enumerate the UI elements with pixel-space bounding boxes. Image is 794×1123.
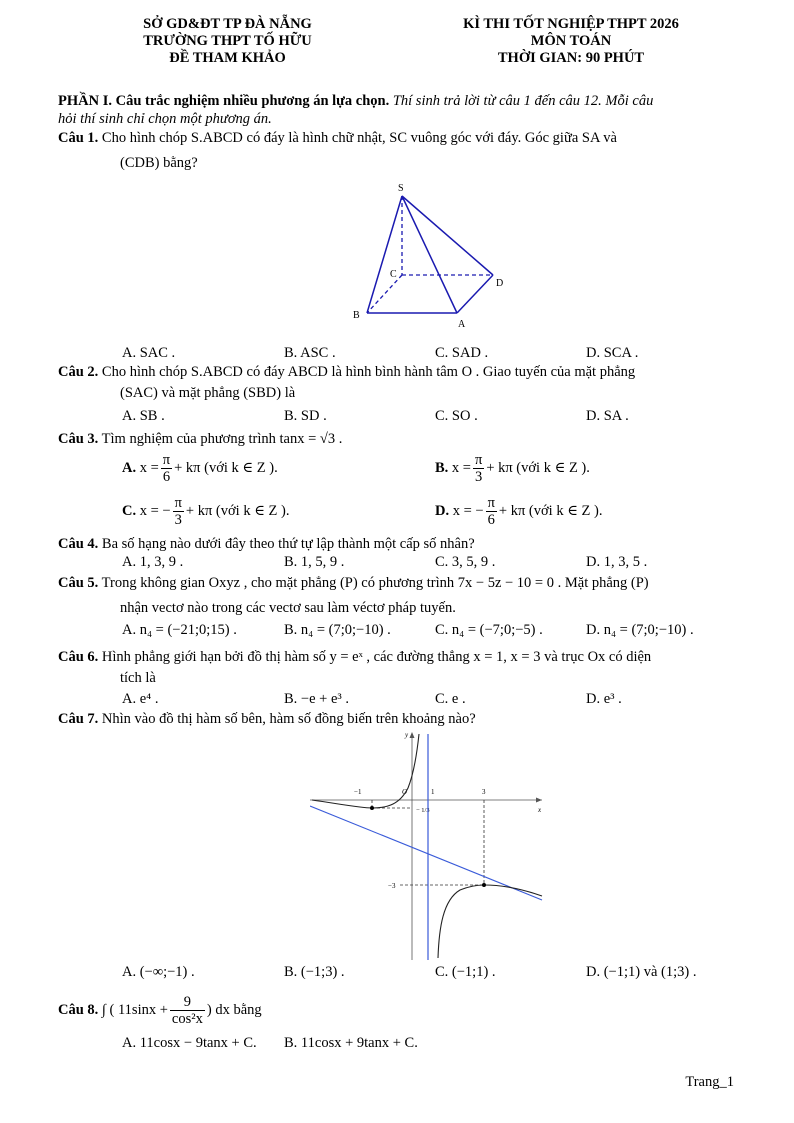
question-5-cont: nhận vectơ nào trong các vectơ sau làm véctơ pháp tuyến. xyxy=(120,600,456,616)
q1-option-b[interactable]: B. ASC . xyxy=(284,345,336,361)
tick-3: 3 xyxy=(482,788,486,796)
header-left xyxy=(95,16,360,67)
q3-option-a[interactable]: A. x = $\frac{\pi}{6}$ + kπ (với k ∈ Z ). xyxy=(122,452,278,485)
origin-label: O xyxy=(402,788,408,796)
question-6-cont: tích là xyxy=(120,670,156,686)
q6-option-a[interactable]: A. e⁴ . xyxy=(122,691,159,707)
q7-option-c[interactable]: C. (−1;1) . xyxy=(435,964,496,980)
q7-option-a[interactable]: A. (−∞;−1) . xyxy=(122,964,195,980)
question-2-cont: (SAC) và mặt phẳng (SBD) là xyxy=(120,385,296,401)
q2-option-b[interactable]: B. SD . xyxy=(284,408,327,424)
school-name: TRƯỜNG THPT TỐ HỮU xyxy=(143,33,312,49)
question-8: Câu 8. ∫ ( 11sinx + $\frac{9}{\text{cos²x}}$ ) dx bằng xyxy=(58,994,262,1027)
question-4: Câu 4. Ba số hạng nào dưới đây theo thứ tự lập thành một cấp số nhân? xyxy=(58,536,475,552)
q1-option-a[interactable]: A. SAC . xyxy=(122,345,176,361)
function-graph xyxy=(310,728,550,963)
tick-minus-1: −1 xyxy=(354,788,362,796)
label-C: C xyxy=(390,269,397,280)
q6-option-c[interactable]: C. e . xyxy=(435,691,466,707)
q5-option-d[interactable]: D. n₄ = (7;0;−10) . xyxy=(586,622,694,638)
q4-option-a[interactable]: A. 1, 3, 9 . xyxy=(122,554,184,570)
question-7: Câu 7. Nhìn vào đồ thị hàm số bên, hàm số đồng biến trên khoảng nào? xyxy=(58,711,476,727)
q7-option-d[interactable]: D. (−1;1) và (1;3) . xyxy=(586,964,697,980)
q5-option-a[interactable]: A. n₄ = (−21;0;15) . xyxy=(122,622,237,638)
question-3: Câu 3. Tìm nghiệm của phương trình tanx = √3 . xyxy=(58,431,343,447)
exam-name: KÌ THI TỐT NGHIỆP THPT 2026 xyxy=(463,16,679,32)
q6-option-d[interactable]: D. e³ . xyxy=(586,691,622,707)
q4-option-d[interactable]: D. 1, 3, 5 . xyxy=(586,554,648,570)
question-5: Câu 5. Trong không gian Oxyz , cho mặt phẳng (P) có phương trình 7x − 5z − 10 = 0 . Mặt phẳng (P) xyxy=(58,575,649,591)
q8-option-a[interactable]: A. 11cosx − 9tanx + C. xyxy=(122,1035,257,1051)
q5-option-c[interactable]: C. n₄ = (−7;0;−5) . xyxy=(435,622,543,638)
tick-minus-third: − 1/3 xyxy=(416,807,430,814)
q6-option-b[interactable]: B. −e + e³ . xyxy=(284,691,349,707)
q3-option-c[interactable]: C. x = − $\frac{\pi}{3}$ + kπ (với k ∈ Z ). xyxy=(122,495,290,528)
q4-option-c[interactable]: C. 3, 5, 9 . xyxy=(435,554,496,570)
part1-heading: PHẦN I. Câu trắc nghiệm nhiều phương án lựa chọn. Thí sinh trả lời từ câu 1 đến câu 12. Mỗi câu xyxy=(58,93,654,109)
duration: THỜI GIAN: 90 PHÚT xyxy=(497,50,645,66)
question-6: Câu 6. Hình phẳng giới hạn bởi đồ thị hàm số y = eˣ , các đường thẳng x = 1, x = 3 và trục Ox có diện xyxy=(58,649,652,665)
question-1: Câu 1. Cho hình chóp S.ABCD có đáy là hình chữ nhật, SC vuông góc với đáy. Góc giữa SA và xyxy=(58,130,617,146)
question-2: Câu 2. Cho hình chóp S.ABCD có đáy ABCD là hình bình hành tâm O . Giao tuyến của mặt phẳng xyxy=(58,364,636,380)
x-axis-label: x xyxy=(538,806,542,814)
exam-type: ĐỀ THAM KHẢO xyxy=(169,50,286,66)
label-B: B xyxy=(353,310,360,321)
q8-option-b[interactable]: B. 11cosx + 9tanx + C. xyxy=(284,1035,418,1051)
label-A: A xyxy=(458,319,466,330)
tick-minus-3: −3 xyxy=(388,882,396,890)
pyramid-figure xyxy=(340,178,520,333)
label-S: S xyxy=(398,183,404,194)
part1-instruction: hỏi thí sinh chỉ chọn một phương án. xyxy=(58,111,272,127)
page-number: Trang_1 xyxy=(685,1074,734,1090)
q5-option-b[interactable]: B. n₄ = (7;0;−10) . xyxy=(284,622,391,638)
q1-option-c[interactable]: C. SAD . xyxy=(435,345,489,361)
question-1-cont: (CDB) bằng? xyxy=(120,155,198,171)
q1-option-d[interactable]: D. SCA . xyxy=(586,345,639,361)
q4-option-b[interactable]: B. 1, 5, 9 . xyxy=(284,554,345,570)
q7-option-b[interactable]: B. (−1;3) . xyxy=(284,964,345,980)
q2-option-c[interactable]: C. SO . xyxy=(435,408,478,424)
q3-option-d[interactable]: D. x = − $\frac{\pi}{6}$ + kπ (với k ∈ Z ). xyxy=(435,495,603,528)
department-name: SỞ GD&ĐT TP ĐÀ NẴNG xyxy=(143,16,312,32)
label-D: D xyxy=(496,278,504,289)
tick-1: 1 xyxy=(431,788,435,796)
y-axis-label: y xyxy=(405,731,409,739)
header-right xyxy=(440,16,702,67)
q2-option-a[interactable]: A. SB . xyxy=(122,408,165,424)
subject: MÔN TOÁN xyxy=(530,33,612,49)
q2-option-d[interactable]: D. SA . xyxy=(586,408,629,424)
q3-option-b[interactable]: B. x = $\frac{\pi}{3}$ + kπ (với k ∈ Z ). xyxy=(435,452,590,485)
